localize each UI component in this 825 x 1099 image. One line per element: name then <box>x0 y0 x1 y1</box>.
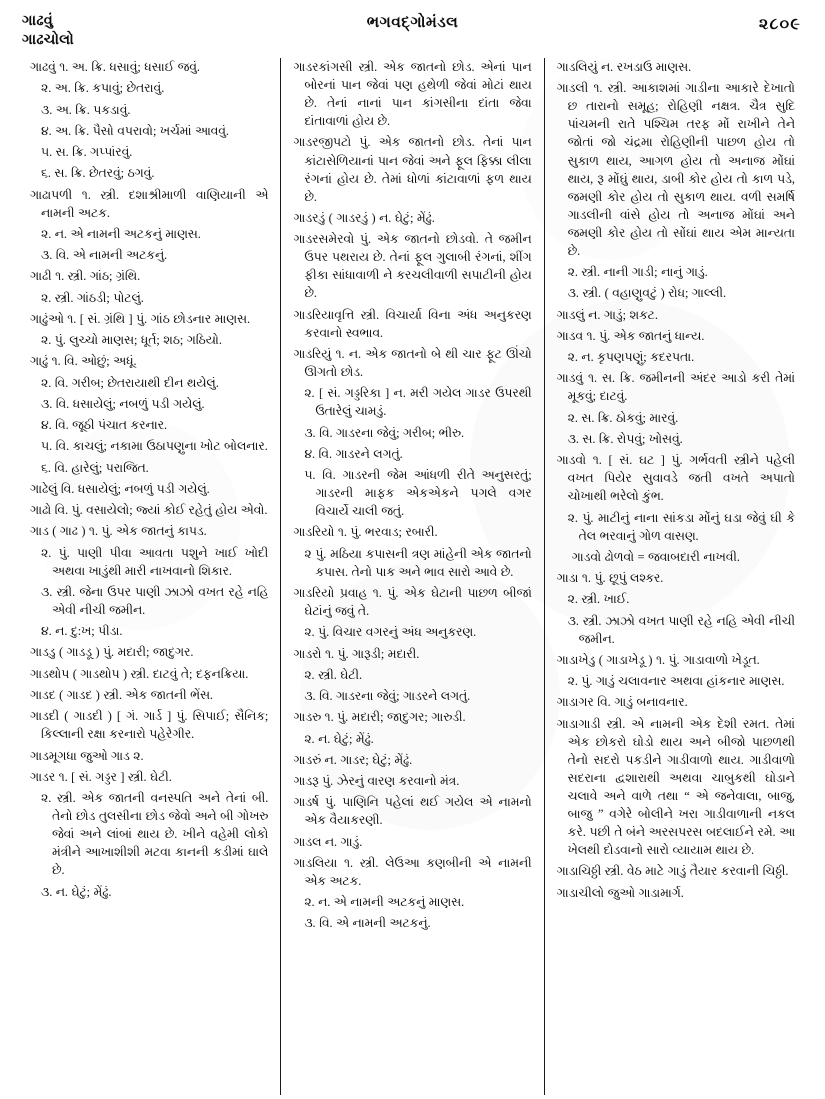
dictionary-entry: ગાડા ૧. પું. છૂપું લશ્કર. <box>556 571 664 586</box>
book-title: ભગવદ્ગોમંડલ <box>366 14 459 31</box>
dictionary-entry: ૨. પું. વિચાર વગરનું અંધ અનુકરણ. <box>304 625 477 640</box>
dictionary-entry: ગાડલી ૧. સ્ત્રી. આકાશમાં ગાડીના આકારે દેખાતો છ તારાનો સમૂહ; રોહિણી નક્ષત્ર. ચૈત્ર સુદિ પાંચમની રાતે પશ્ચિમ તરફ મોં રાખીને તેને જોતાં જો ચંદ્રમા રોહિણીની પાછળ હોય તો સુકાળ થાય, આગળ હોય તો અનાજ મોંઘાં થાય, રૂ મોંઘું થાય, ડાબી કોર હોય તો કાળ પડે, જમણી કોર હોય તો સુકાળ થાય. વળી સમર્ષિ ગાડલીની વાંસે હોય તો અનાજ મોંઘાં અને જમણી કોર હોય તો સોંઘાં થાય એમ માન્યતા છે. <box>556 81 795 258</box>
dictionary-entry: ગાડાચિઠ્ઠી સ્ત્રી. વેઠ માટે ગાડું તૈયાર કરવાની ચિઠ્ઠી. <box>556 864 789 879</box>
dictionary-entry: ૫. સ. ક્રિ. ગપ્પાંરવું. <box>41 145 133 159</box>
dictionary-entry: ૨. ન. એ નામની અટકનું માણસ. <box>304 895 465 910</box>
dictionary-entry: ગાડવ ૧. પું. એક જાતનું ધાન્ય. <box>556 328 705 343</box>
dictionary-entry: ૫. વિ. કાચલું; નકામા ઉઠાપણુના ખોટ બોલનાર. <box>41 439 268 454</box>
dictionary-entry: ગાડમૂગધા જુઓ ગાડ ૨. <box>30 748 144 763</box>
dictionary-entry: ૩. સ્ત્રી. ઝાઝો વખત પાણી રહે નહિ એવી નીચી જમીન. <box>567 613 795 646</box>
dictionary-entry: ગાડાખેડુ ( ગાડાખેડૂ ) ૧. પું. ગાડાવાળો ખેડૂત. <box>556 652 760 667</box>
dictionary-entry: ગાડવો ઢોળવો = જવાબદારી નાખવી. <box>571 549 740 564</box>
dictionary-entry: ગાઢુંઓ ૧. [ સં. ગ્રંથિ ] પું. ગાંઠ છોડનાર માણસ. <box>30 311 251 326</box>
dictionary-entry: ગાઢેલું વિ. ધસાયેલું; નબળું પડી ગયેલું. <box>30 481 210 496</box>
dictionary-entry: ૨. અ. ક્રિ. કપાવું; છેતરાવું. <box>41 81 165 96</box>
dictionary-entry: ગાડાગાડી સ્ત્રી. એ નામની એક દેશી રમત. તેમાં એક છોકરો ઘોડો થાય અને બીજો પાછળથી તેનો સદરો પકડીને ગાડીવાળો થાય. ગાડીવાળો સદરાના દ્વશારાથી અથવા ચાબુકથી ઘોડાને ચલાવે અને વાળે તથા “ એ જનેવાલા, બાજુ, બાજુ ” વગેરે બોલીને ખરા ગાડીવાળાની નકલ કરે. પછી તે બંને અરસપરસ બદલાઈને રમે. આ ખેલથી દોડવાનો સારો વ્યાયામ થાય છે. <box>556 716 795 858</box>
dictionary-entry: ૨. પું. લુચ્ચો માણસ; ધૂર્ત; શઠ; ગઠિયો. <box>41 333 222 348</box>
dictionary-entry: ગાઢવું ૧. અ. ક્રિ. ધસાવું; ધસાઈ જવું. <box>30 60 200 74</box>
column-container <box>18 58 807 1095</box>
dictionary-entry: ગાડરિયો પ્રવાહ ૧. પું. એક ઘેટાની પાછળ બીજાં ઘેટાંનું જવું તે. <box>293 585 532 618</box>
dictionary-entry: ગાઢું ૧. વિ. ઓછું; અધૂં. <box>30 354 137 369</box>
dictionary-entry: ૨. પું. માટીનું નાના સાંકડા મોંનું ઘડા જેવું ઘી કે તેલ ભરવાનું ગોળ વાસણ. <box>567 510 795 543</box>
dictionary-entry: ગાડડુ ( ગાડડૂ ) પું. મદારી; જાદુગર. <box>30 645 194 660</box>
dictionary-entry: ૫. વિ. ગાડરની જેમ આંધળી રીતે અનુસરતું; ગાડરની માફક એકએકને પગલે વગર વિચાર્યે ચાલી જતું. <box>304 468 532 519</box>
dictionary-entry: ગાઢી ૧. સ્ત્રી. ગાંઠ; ગ્રંથિ. <box>30 269 141 284</box>
page-header <box>0 0 825 58</box>
dictionary-column-1 <box>18 58 280 1095</box>
dictionary-entry: ૩. વિ. ગાડરના જેવું; ગાડરને લગતું. <box>304 689 471 703</box>
dictionary-entry: ૨. સ. ક્રિ. ઠોકવું; મારવું. <box>567 410 679 425</box>
dictionary-entry: ગાડરડું ( ગાડરડું ) ન. ઘેટું; મેંઢું. <box>293 210 435 225</box>
dictionary-entry: ૨. ન. કૃપણપણું; કદરપતા. <box>567 350 695 365</box>
dictionary-entry: ૪. ન. દુ:ખ; પીડા. <box>41 624 123 639</box>
dictionary-entry: ૪. અ. ક્રિ. પૈસો વપરાવો; ખર્ચમાં આવવું. <box>41 123 229 138</box>
dictionary-entry: ૬. સ. ક્રિ. છેતરવું; ઠગવું. <box>41 166 155 181</box>
dictionary-entry: ગાડદ ( ગાડદ ) સ્ત્રી. એક જાતની ભેંસ. <box>30 687 213 702</box>
dictionary-entry: ગાડરિયો ૧. પું. ભરવાડ; રબારી. <box>293 525 438 540</box>
dictionary-entry: ૨. પું. પાણી પીવા આવતા પશુને ખાઈ ખોદી અથવા ખાડુંથી મારી નાખવાનો શિકાર. <box>41 545 269 578</box>
dictionary-entry: ગાડર્ષ પું. પાણિનિ પહેલાં થઈ ગયેલ એ નામનો એક વૈયાકરણી. <box>293 795 532 828</box>
dictionary-entry: ગાડ ( ગાઢ ) ૧. પું. એક જાતનું કાપડ. <box>30 524 207 539</box>
dictionary-entry: ૨. સ્ત્રી. ખાઈ. <box>567 592 630 607</box>
dictionary-entry: ગાડવું ૧. સ. ક્રિ. જમીનની અંદર આડો કરી તેમાં મૂકવું; દાટવું. <box>556 371 795 404</box>
dictionary-entry: ૨. સ્ત્રી. એક જાતની વનસ્પતિ અને તેનાં બી. તેનો છોડ તુલસીના છોડ જેવો અને બી ગોખરુ જેવાં અને લાંબાં થાય છે. ખીને વહેમી લોકો મંત્રીને આખાશીશી મટવા કાનની કડીમાં ઘાલે છે. <box>41 791 269 878</box>
dictionary-entry: ૩. સ. ક્રિ. રોપવું; ખોસવું. <box>567 431 683 446</box>
dictionary-entry: ૩. વિ. ધસાયેલું; નબળું પડી ગયેલું. <box>41 396 205 411</box>
dictionary-column-3 <box>544 58 807 1095</box>
dictionary-entry: ગાઢો વિ. પું. વસાયેલો; જ્યાં કોઈ રહેતું હોય એવો. <box>30 503 268 518</box>
dictionary-column-2 <box>280 58 543 1095</box>
dictionary-entry: ૨. પું. ગાડું ચલાવનાર અથવા હાંકનાર માણસ. <box>567 674 785 689</box>
dictionary-entry: ગાડરું ન. ગાડર; ઘેટું; મેંઢું. <box>293 752 413 767</box>
dictionary-entry: ગાડરિયું ૧. ન. એક જાતનો બે થી ચાર ફૂટ ઊંચો ઊગતો છોડ. <box>293 346 532 379</box>
dictionary-entry: ૨. વિ. ગરીબ; છેતરાયાથી દીન થયેલું. <box>41 375 219 390</box>
dictionary-entry: ગાડરસમેરવો પું. એક જાતનો છોડવો. તે જમીન ઉપર પથરાય છે. તેનાં ફૂલ ગુલાબી રંગનાં, શીંગ ફીકા સાંધાવાળી ને કરચલીવાળી સપાટીની હોય છે. <box>293 232 532 301</box>
dictionary-entry: ગાડર ૧. [ સં. ગડ્ડર ] સ્ત્રી. ઘેટી. <box>30 769 172 784</box>
dictionary-entry: ગાડલિયા ૧. સ્ત્રી. લેઉઆ કણબીની એ નામની એક અટક. <box>293 855 532 888</box>
dictionary-entry: ગાડથોપ ( ગાડથોપ ) સ્ત્રી. દાટવું તે; દફનક્રિયા. <box>30 666 249 681</box>
dictionary-entry: ગાડરુ ૧. પું. મદારી; જાદુગર; ગારુડી. <box>293 710 466 725</box>
dictionary-entry: ગાઢાપળી ૧. સ્ત્રી. દશાશ્રીમાળી વાણિયાની એ નામની અટક. <box>30 187 269 220</box>
dictionary-entry: ગાડલિયું ન. રખડાઉ માણસ. <box>556 60 692 74</box>
dictionary-entry: ૨. સ્ત્રી. ગાંઠડી; પોટલું. <box>41 290 144 305</box>
dictionary-entry: ૨. [ સં. ગડ્ડરિકા ] ન. મરી ગયેલ ગાડર ઉપરથી ઉતારેલું ચામડું. <box>304 386 532 419</box>
dictionary-entry: ૨. સ્ત્રી. ઘેટી. <box>304 667 363 682</box>
dictionary-entry: ગાડરકાંગસી સ્ત્રી. એક જાતનો છોડ. એનાં પાન બોરનાં પાન જેવાં પણ હથેળી જેવાં મોટાં થાય છે. તેનાં નાનાં પાન કાંગસીના દાંતા જેવા દાંતાવાળાં હોય છે. <box>293 60 532 129</box>
dictionary-entry: ૨. સ્ત્રી. નાની ગાડી; નાનું ગાડું. <box>567 265 708 280</box>
dictionary-entry: ગાડાચીલો જુઓ ગાડામાર્ગ. <box>556 885 684 900</box>
dictionary-entry: ૪. વિ. જૂઠી પંચાત કરનાર. <box>41 418 168 433</box>
dictionary-entry: ગાડલ ન. ગાડું. <box>293 834 363 849</box>
dictionary-entry: ગાડદી ( ગાડદી ) [ ગં. ગાર્ડ ] પું. સિપાઈ; સૈનિક; કિલ્લાની રક્ષા કરનારો પહેરેગીર. <box>30 709 269 742</box>
dictionary-entry: ગાડાગર વિ. ગાડું બનાવનાર. <box>556 695 688 710</box>
dictionary-entry: ૨. ન. ઘેટું; મેંઢું. <box>304 731 374 746</box>
dictionary-entry: ૩. વિ. ગાડરના જેવું; ગરીબ; ભીરુ. <box>304 425 465 440</box>
dictionary-entry: ગાડરજીપટો પું. એક જાતનો છોડ. તેનાં પાન કાંટાસેળિયાનાં પાન જેવાં અને ફૂલ ફિક્કા લીલા રંગનાં હોય છે. તેમાં ધોળાં કાંટાવાળાં ફળ થાય છે. <box>293 135 532 204</box>
dictionary-entry: ગાડરિયાવૃત્તિ સ્ત્રી. વિચાર્યા વિના અંધ અનુકરણ કરવાનો સ્વભાવ. <box>293 307 532 340</box>
dictionary-entry: ૨ પું. મઠિયા કપાસની ત્રણ માંહેની એક જાતનો કપાસ. તેનો પાક અને ભાવ સારો આવે છે. <box>304 546 532 579</box>
running-head-first-word: ગાઢવું <box>22 13 53 29</box>
page-number: ૨૮૦૯ <box>758 16 801 33</box>
dictionary-entry: ૩. સ્ત્રી. ( વહાણુવટું ) રોધ; ગાલ્લી. <box>567 286 727 301</box>
dictionary-entry: ૩. વિ. એ નામની અટકનું. <box>304 916 431 931</box>
dictionary-entry: ૩. સ્ત્રી. જેના ઉપર પાણી ઝાઝો વખત રહે નહિ એવી નીચી જમીન. <box>41 584 269 617</box>
dictionary-entry: ગાડવો ૧. [ સં. ઘટ ] પું. ગર્ભવતી સ્ત્રીને પહેલી વખત પિયેર સુવાવડે જતી વખતે અપાતો ચોખાથી ભરેલો કુંભ. <box>556 453 795 504</box>
dictionary-entry: ૨. ન. એ નામની અટકનું માણસ. <box>41 226 201 241</box>
dictionary-entry: ૩. અ. ક્રિ. પકડાવું. <box>41 102 131 117</box>
dictionary-entry: ગાડરૂ પું. ઝેરનું વારણ કરવાનો મંત્ર. <box>293 774 460 788</box>
dictionary-entry: ૬. વિ. હારેલું; પરાજિત. <box>41 460 149 475</box>
dictionary-entry: ૩. ન. ઘેટું; મેંઢું. <box>41 884 112 899</box>
dictionary-entry: ગાડલું ન. ગાડું; શકટ. <box>556 307 658 322</box>
dictionary-entry: ૩. વિ. એ નામની અટકનું. <box>41 248 168 263</box>
running-head-last-word: ગાઢચોલો <box>22 31 74 48</box>
dictionary-entry: ૪. વિ. ગાડરને લગતું. <box>304 446 403 461</box>
dictionary-entry: ગાડરો ૧. પું. ગારૂડી; મદારી. <box>293 646 420 661</box>
